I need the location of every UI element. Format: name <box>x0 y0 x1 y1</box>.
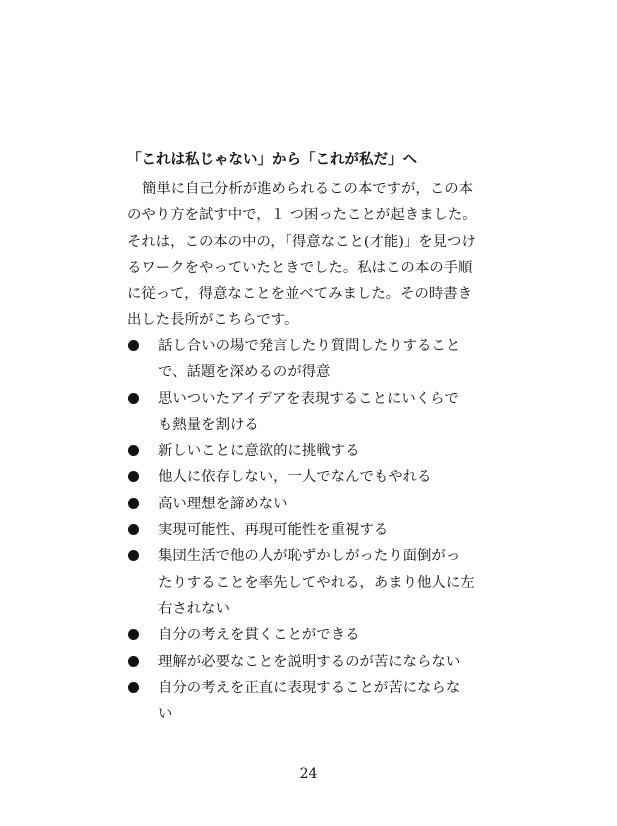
list-item <box>127 517 497 543</box>
list-item <box>127 464 497 490</box>
paragraph-line: それは，この本の中の，「得意なこと(才能)」を見つけ <box>127 233 476 250</box>
paragraph-line: 出した長所がこちらです。 <box>127 312 299 329</box>
list-item <box>127 491 497 517</box>
strengths-list <box>127 333 497 727</box>
bullet-dot-icon <box>128 471 139 482</box>
list-item-text: 新しいことに意欲的に挑戦する <box>158 443 360 460</box>
bullet-dot-icon <box>128 340 139 351</box>
list-item-text: 自分の考えを正直に表現することが苦にならな <box>158 679 461 696</box>
bullet-dot-icon <box>128 682 139 693</box>
paragraph-line: のやり方を試す中で，１ つ困ったことが起きました。 <box>127 207 477 224</box>
bullet-dot-icon <box>128 498 139 509</box>
list-item-text: い <box>158 706 173 723</box>
section-heading: 「これは私じゃない」から「これが私だ」へ <box>127 152 417 168</box>
list-item-text: 思いついたアイデアを表現することにいくらで <box>158 390 459 407</box>
list-item-text: で、話題を深めるのが得意 <box>158 364 331 381</box>
list-item <box>127 622 497 648</box>
page-number: 24 <box>299 766 318 782</box>
bullet-dot-icon <box>128 550 139 561</box>
list-item-text: 実現可能性、再現可能性を重視する <box>158 522 389 539</box>
paragraph-line: 簡単に自己分析が進められるこの本ですが，この本 <box>142 181 473 197</box>
paragraph-line: るワークをやっていたときでした。私はこの本の手順 <box>127 259 473 276</box>
list-item <box>127 543 497 622</box>
body-paragraph <box>127 176 495 334</box>
bullet-dot-icon <box>128 393 139 404</box>
list-item-text: も熱量を割ける <box>158 416 259 433</box>
paragraph-line: に従って，得意なことを並べてみました。その時書き <box>127 286 473 303</box>
list-item <box>127 675 497 728</box>
bullet-dot-icon <box>128 656 139 667</box>
list-item <box>127 649 497 675</box>
list-item-text: 右されない <box>158 600 230 617</box>
bullet-dot-icon <box>128 524 139 535</box>
list-item-text: 集団生活で他の人が恥ずかしがったり面倒がっ <box>158 548 461 565</box>
bullet-dot-icon <box>128 629 139 640</box>
list-item-text: 理解が必要なことを説明するのが苦にならない <box>158 653 461 670</box>
bullet-dot-icon <box>128 445 139 456</box>
list-item-text: 話し合いの場で発言したり質問したりすること <box>158 338 461 354</box>
list-item <box>127 438 497 464</box>
list-item-text: たりすることを率先してやれる，あまり他人に左 <box>158 574 475 591</box>
list-item-text: 他人に依存しない，一人でなんでもやれる <box>158 469 432 486</box>
list-item <box>127 333 497 386</box>
list-item-text: 高い理想を諦めない <box>158 495 288 512</box>
list-item-text: 自分の考えを貫くことができる <box>158 627 360 644</box>
list-item <box>127 386 497 439</box>
